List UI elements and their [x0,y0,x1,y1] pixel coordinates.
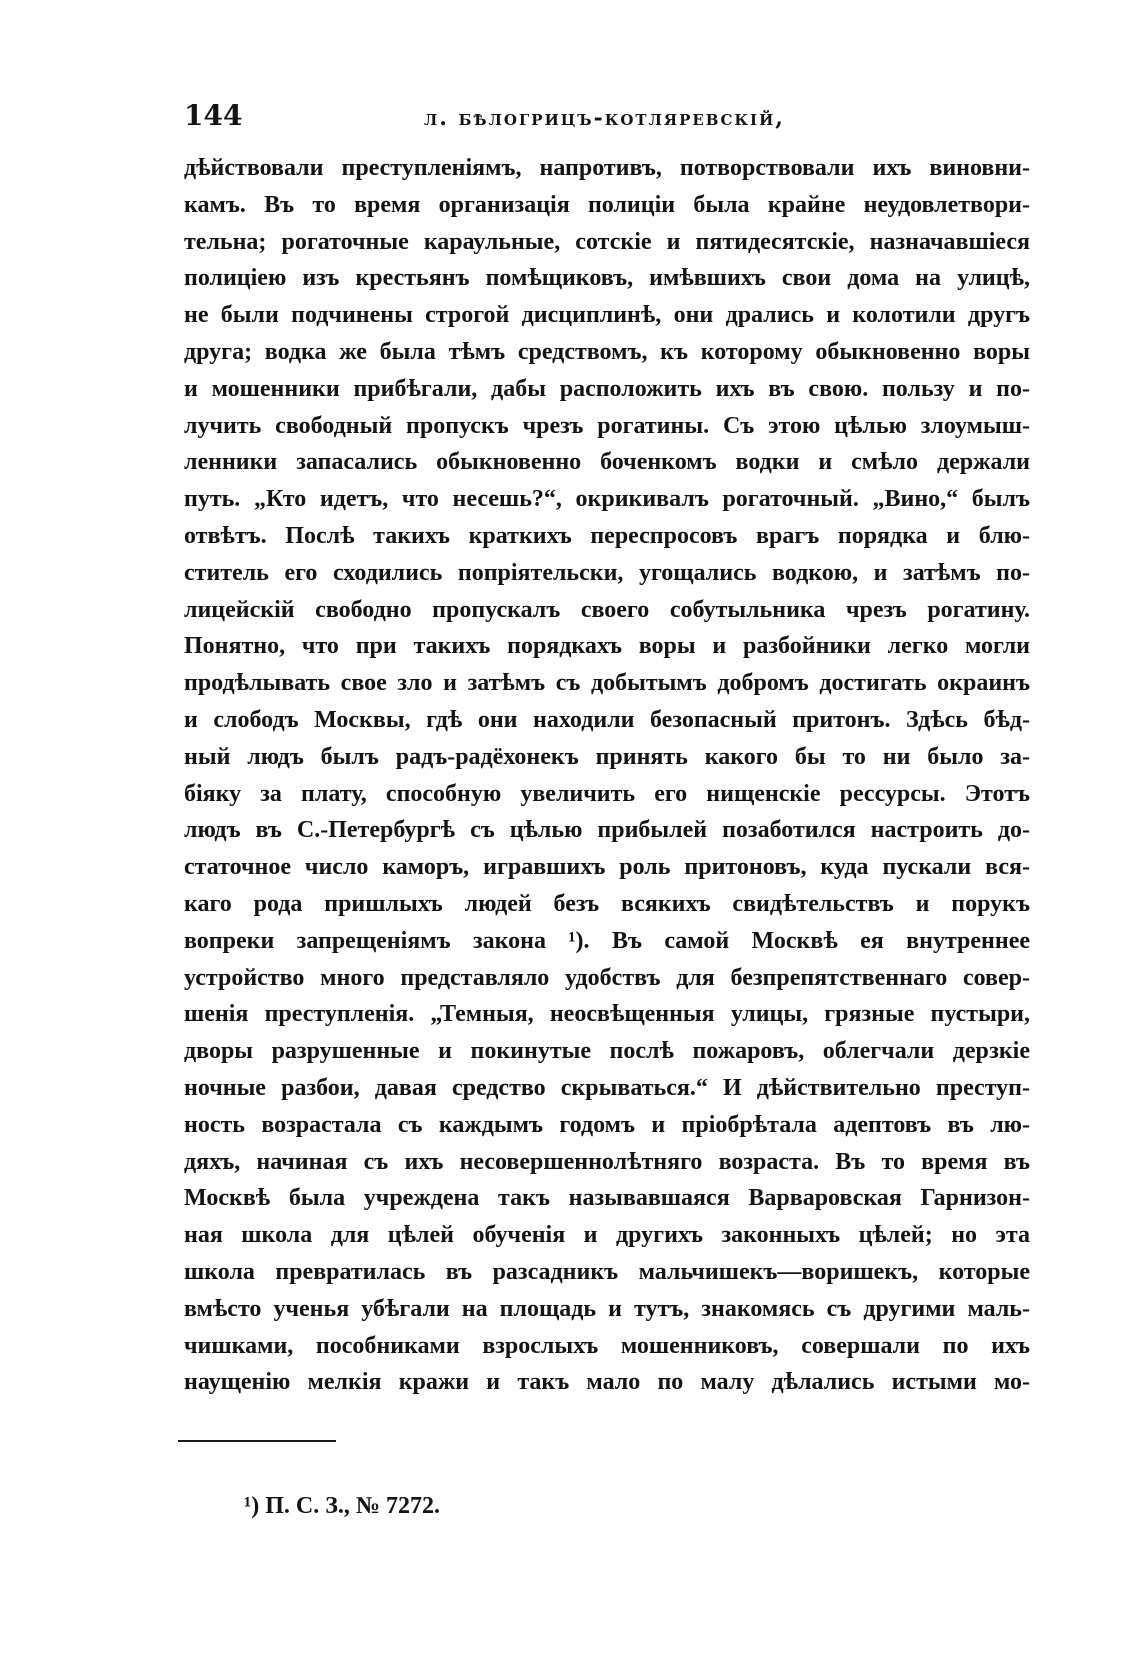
footnote-divider [178,1440,336,1442]
text-line: Понятно, что при такихъ порядкахъ воры и разбойники легко могли [184,633,1030,660]
running-head [184,96,1030,136]
text-line: людъ въ С.-Петербургѣ съ цѣлью прибылей позаботился настроить до- [184,817,1030,844]
text-line: вмѣсто ученья убѣгали на площадь и тутъ, знакомясь съ другими маль- [184,1295,1030,1322]
text-line: путь. „Кто идетъ, что несешь?“, окрикивалъ рогаточный. „Вино,“ былъ [184,486,1030,513]
text-line: чишками, пособниками взрослыхъ мошенниковъ, совершали по ихъ [184,1332,1030,1359]
body-text [184,150,1030,1401]
footnote: ¹) П. С. З., № 7272. [244,1493,440,1519]
text-line: вопреки запрещеніямъ закона ¹). Въ самой Москвѣ ея внутреннее [184,927,1030,954]
text-line: лучить свободный пропускъ чрезъ рогатины. Съ этою цѣлью злоумыш- [184,412,1030,439]
text-line: камъ. Въ то время организація полиціи была крайне неудовлетвори- [184,191,1030,218]
text-line: ститель его сходились попріятельски, угощались водкою, и затѣмъ по- [184,559,1030,586]
text-line: не были подчинены строгой дисциплинѣ, они дрались и колотили другъ [184,302,1030,329]
text-line: шенія преступленія. „Темныя, неосвѣщенныя улицы, грязные пустыри, [184,1001,1030,1028]
text-line: ная школа для цѣлей обученія и другихъ законныхъ цѣлей; но эта [184,1222,1030,1249]
text-line: продѣлывать свое зло и затѣмъ съ добытымъ добромъ достигать окраинъ [184,670,1030,697]
text-line: школа превратилась въ разсадникъ мальчишекъ—воришекъ, которые [184,1258,1030,1285]
page-number: 144 [184,99,243,132]
text-line: біяку за плату, способную увеличить его нищенскіе рессурсы. Этотъ [184,780,1030,807]
text-line: каго рода пришлыхъ людей безъ всякихъ свидѣтельствъ и порукъ [184,890,1030,917]
text-line: устройство много представляло удобствъ для безпрепятственнаго совер- [184,964,1030,991]
text-line: Москвѣ была учреждена такъ называвшаяся Варваровская Гарнизон- [184,1185,1030,1212]
text-line: ленники запасались обыкновенно боченкомъ водки и смѣло держали [184,449,1030,476]
text-line: статочное число каморъ, игравшихъ роль притоновъ, куда пускали вся- [184,854,1030,881]
text-line: дѣйствовали преступленіямъ, напротивъ, потворствовали ихъ виновни- [184,155,1030,181]
text-line: тельна; рогаточные караульные, сотскіе и пятидесятскіе, назначавшіеся [184,228,1030,255]
text-line: дяхъ, начиная съ ихъ несовершеннолѣтняго возраста. Въ то время въ [184,1148,1030,1175]
text-line: полиціею изъ крестьянъ помѣщиковъ, имѣвшихъ свои дома на улицѣ, [184,265,1030,292]
text-line: друга; водка же была тѣмъ средствомъ, къ которому обыкновенно воры [184,338,1030,365]
running-head-title: л. бѣлогрицъ-котляревскій, [424,105,785,131]
text-line: наущенію мелкія кражи и такъ мало по малу дѣлались истыми мо- [184,1369,1030,1396]
text-line: отвѣтъ. Послѣ такихъ краткихъ переспросовъ врагъ порядка и блю- [184,522,1030,549]
text-line: ночные разбои, давая средство скрываться.“ И дѣйствительно преступ- [184,1074,1030,1101]
text-line: ный людъ былъ радъ-радёхонекъ принять какого бы то ни было за- [184,743,1030,770]
text-line: ность возрастала съ каждымъ годомъ и пріобрѣтала адептовъ въ лю- [184,1111,1030,1138]
text-line: и мошенники прибѣгали, дабы расположить ихъ въ свою. пользу и по- [184,375,1030,402]
text-line: и слободъ Москвы, гдѣ они находили безопасный притонъ. Здѣсь бѣд- [184,706,1030,733]
text-line: дворы разрушенные и покинутые послѣ пожаровъ, облегчали дерзкіе [184,1038,1030,1065]
text-line: лицейскій свободно пропускалъ своего собутыльника чрезъ рогатину. [184,596,1030,623]
